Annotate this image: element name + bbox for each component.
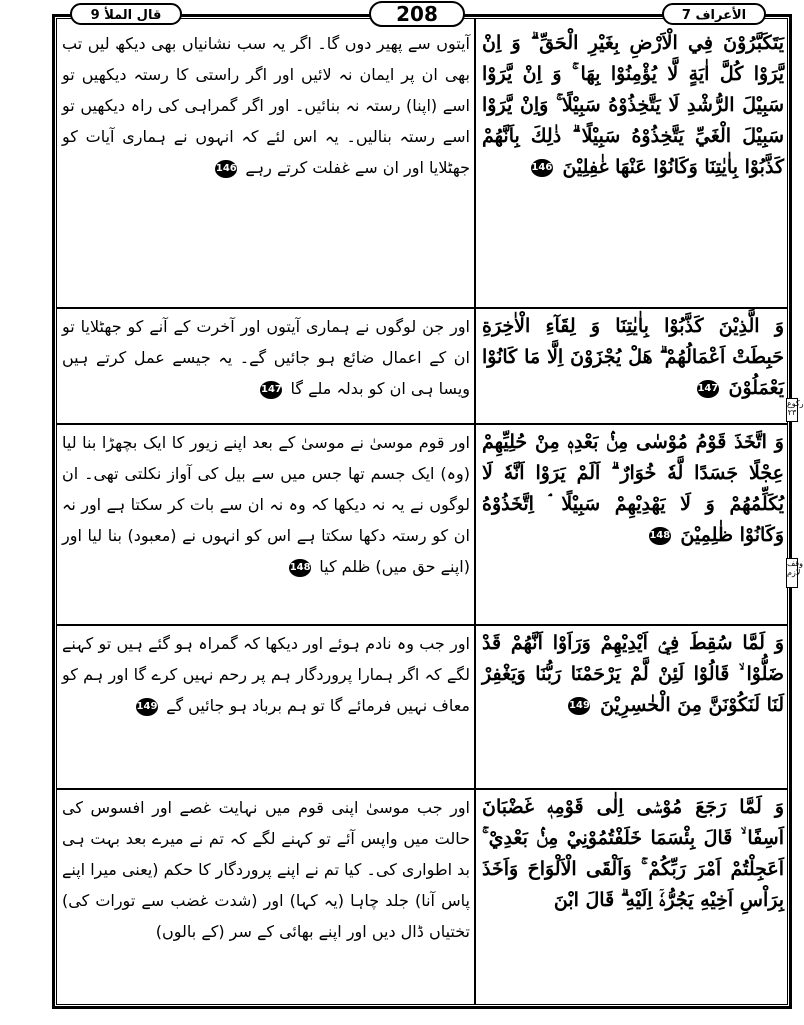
ruku-margin-mark: ركوع ٢٣: [786, 398, 798, 422]
header-right-label: الأعراف 7: [662, 3, 766, 25]
urdu-translation-147: [62, 311, 470, 404]
verse-number-marker: 147: [260, 381, 282, 399]
urdu-translation-150: [62, 792, 470, 947]
arabic-text: وَ لَمَّا رَجَعَ مُوْسٰۤى اِلٰى قَوْمِهٖ غَضْبَانَ اَسِفًا ۙ قَالَ بِئْسَمَا خَلَفْتُمُوْنِيْ مِنْۢ بَعْدِيْ ۚ اَعَجِلْتُمْ اَمْرَ رَبِّكُمْ ۚ وَاَلْقَى الْاَلْوَاحَ وَاَخَذَ بِرَاْسِ اَخِيْهِ يَجُرُّهٗۤ اِلَيْهِ ۗ قَالَ ابْنَ: [482, 796, 784, 911]
verse-number-marker: 149: [136, 698, 158, 716]
verse-number-marker: 149: [568, 697, 590, 715]
arabic-text: وَ لَمَّا سُقِطَ فِيْۤ اَيْدِيْهِمْ وَرَاَوْا اَنَّهُمْ قَدْ ضَلُّوْا ۙ قَالُوْا لَئِنْ لَّمْ يَرْحَمْنَا رَبُّنَا وَيَغْفِرْ لَنَا لَنَكُوْنَنَّ مِنَ الْخٰسِرِيْنَ: [482, 632, 784, 716]
urdu-text: اور جب وہ نادم ہوئے اور دیکھا کہ گمراہ ہو گئے ہیں تو کہنے لگے کہ اگر ہمارا پروردگار ہم پر رحم نہیں کرے گا اور ہم کو معاف نہیں فرمائے گا تو ہم برباد ہو جائیں گے: [62, 634, 470, 715]
urdu-translation-146: [62, 28, 470, 183]
column-divider: [474, 18, 476, 1005]
section-divider: [56, 624, 788, 626]
header-left-label: قال الملأ 9: [70, 3, 182, 25]
urdu-text: آیتوں سے پھیر دوں گا۔ اگر یہ سب نشانیاں بھی دیکھ لیں تب بھی ان پر ایمان نہ لائیں اور اگر راستی کا رستہ دیکھیں تو اسے (اپنا) رستہ نہ بنائیں۔ اور اگر گمراہی کی راہ دیکھیں تو اسے رستہ بنالیں۔ یہ اس لئے کہ انہوں نے ہماری آیات کو جھٹلایا اور ان سے غفلت کرتے رہے: [62, 34, 470, 177]
urdu-translation-148: [62, 427, 470, 582]
urdu-text: اور قوم موسیٰ نے موسیٰ کے بعد اپنے زیور کا ایک بچھڑا بنا لیا (وہ) ایک جسم تھا جس میں سے بیل کی آواز نکلتی تھی۔ ان لوگوں نے یہ نہ دیکھا کہ وہ نہ ان سے بات کر سکتا ہے اور نہ ان کو رستہ دکھا سکتا ہے اس کو انہوں نے (معبود) بنا لیا اور (اپنے حق میں) ظلم کیا: [62, 433, 470, 576]
arabic-text: وَ اتَّخَذَ قَوْمُ مُوْسٰى مِنْۢ بَعْدِهٖ مِنْ حُلِيِّهِمْ عِجْلًا جَسَدًا لَّهٗ خُوَارٌ ۗ اَلَمْ يَرَوْا اَنَّهٗ لَا يُكَلِّمُهُمْ وَ لَا يَهْدِيْهِمْ سَبِيْلًا ۘ اِتَّخَذُوْهُ وَكَانُوْا ظٰلِمِيْنَ: [482, 431, 784, 546]
section-divider: [56, 307, 788, 309]
urdu-text: اور جن لوگوں نے ہماری آیتوں اور آخرت کے آنے کو جھٹلایا تو ان کے اعمال ضائع ہو جائیں گے۔ یہ جیسے عمل کرتے ہیں ویسا ہی ان کو بدلہ ملے گا: [62, 317, 470, 398]
section-divider: [56, 788, 788, 790]
urdu-text: اور جب موسیٰ اپنی قوم میں نہایت غصے اور افسوس کی حالت میں واپس آئے تو کہنے لگے کہ تم نے میرے بعد بہت ہی بد اطواری کی۔ کیا تم نے اپنے پروردگار کا حکم (یعنی میرا اپنے پاس آنا) جلد چاہا (یہ کہا) اور (شدت غضب سے تورات کی) تختیاں ڈال دیں اور اپنے بھائی کے سر (کے بالوں): [62, 798, 470, 941]
arabic-text: وَ الَّذِيْنَ كَذَّبُوْا بِاٰيٰتِنَا وَ لِقَآءِ الْاٰخِرَةِ حَبِطَتْ اَعْمَالُهُمْ ۗ هَلْ يُجْزَوْنَ اِلَّا مَا كَانُوْا يَعْمَلُوْنَ: [482, 315, 784, 399]
arabic-verse-150: [482, 792, 784, 916]
section-divider: [56, 423, 788, 425]
verse-number-marker: 146: [215, 160, 237, 178]
arabic-verse-148: [482, 427, 784, 551]
verse-number-marker: 148: [649, 527, 671, 545]
arabic-verse-146: [482, 28, 784, 183]
arabic-text: يَتَكَبَّرُوْنَ فِي الْاَرْضِ بِغَيْرِ الْحَقِّ ۗ وَ اِنْ يَّرَوْا كُلَّ اٰيَةٍ لَّا يُؤْمِنُوْا بِهَا ۚ وَ اِنْ يَّرَوْا سَبِيْلَ الرُّشْدِ لَا يَتَّخِذُوْهُ سَبِيْلًا ۚ وَاِنْ يَّرَوْا سَبِيْلَ الْغَيِّ يَتَّخِذُوْهُ سَبِيْلًا ۗ ذٰلِكَ بِاَنَّهُمْ كَذَّبُوْا بِاٰيٰتِنَا وَكَانُوْا عَنْهَا غٰفِلِيْنَ: [482, 32, 784, 178]
verse-number-marker: 148: [289, 559, 311, 577]
waqf-margin-mark: وقف لازم: [786, 558, 798, 588]
urdu-translation-149: [62, 628, 470, 721]
verse-number-marker: 146: [531, 159, 553, 177]
arabic-verse-149: [482, 628, 784, 721]
arabic-verse-147: [482, 311, 784, 404]
page-number: 208: [369, 1, 465, 27]
verse-number-marker: 147: [697, 380, 719, 398]
